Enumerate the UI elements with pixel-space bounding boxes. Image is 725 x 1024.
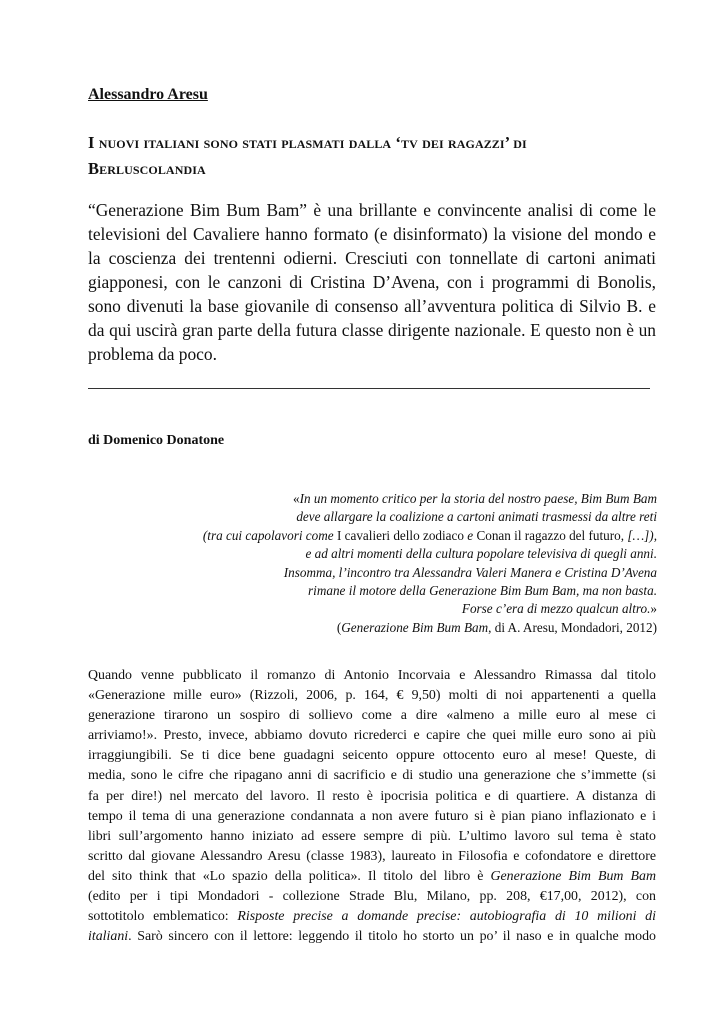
body-line: media, sono le cifre che ripagano anni di sacrificio e di studio una generazione che s’immette (si: [88, 768, 656, 784]
body-line: [88, 867, 656, 887]
epigraph-text: Forse c’era di mezzo qualcun altro.: [461, 601, 651, 617]
epigraph-text: (tra cui capolavori come: [202, 527, 337, 543]
epigraph-line: e ad altri momenti della cultura popolare televisiva di quegli anni.: [305, 546, 657, 562]
body-line: arriviamo!». Presto, invece, abbiamo dovuto ricrederci e capire che quei mille euro sono ai più: [88, 728, 656, 744]
byline: di Domenico Donatone: [88, 433, 225, 448]
epigraph: [97, 490, 657, 637]
open-quote: «: [293, 491, 300, 506]
article-abstract: “Generazione Bim Bum Bam” è una brillante e convincente analisi di come le televisioni del Cavaliere hanno formato (e disinformato) la visione del mondo e la coscienza dei trentenni odierni. Cresciuti con tonnellate di cartoni animati giapponesi, con le canzoni di Cristina D’Avena, con i programmi di Bonolis, sono divenuti la base giovanile di consenso all’avventura politica di Silvio B. e da qui uscirà gran parte della futura classe dirigente nazionale. E questo non è un problema da poco.: [88, 200, 656, 364]
epigraph-work-title: I cavalieri dello zodiaco: [336, 527, 464, 543]
epigraph-work-title: Conan il ragazzo del futuro,: [476, 527, 625, 543]
body-line: generazione tirarono un sospiro di sollievo come a dire «almeno a mille euro al mese ci: [88, 708, 656, 724]
epigraph-text: […]),: [624, 527, 657, 543]
author-name: Alessandro Aresu: [88, 86, 208, 103]
body-line: Quando venne pubblicato il romanzo di Antonio Incorvaia e Alessandro Rimassa dal titolo: [88, 668, 656, 683]
body-line: [88, 907, 656, 927]
epigraph-line: Insomma, l’incontro tra Alessandra Valeri Manera e Cristina D’Avena: [283, 564, 657, 580]
body-line: scritto dal giovane Alessandro Aresu (classe 1983), laureato in Filosofia e cofondatore e direttore: [88, 848, 656, 864]
citation-paren: (: [336, 619, 342, 635]
body-line: (edito per i tipi Mondadori - collezione Strade Blu, Milano, pp. 208, €17,00, 2012), con: [88, 889, 656, 905]
epigraph-line: deve allargare la coalizione a cartoni animati trasmessi da altre reti: [296, 509, 657, 525]
body-line: irraggiungibili. Se ti dice bene guadagni seicento oppure ottocento euro al mese! Queste, di: [88, 748, 656, 764]
body-text: sottotitolo emblematico:: [88, 909, 229, 925]
body-line: libri sull’argomento hanno iniziato ad essere sempre di più. L’ultimo lavoro sul tema è stato: [88, 828, 656, 844]
book-subtitle: Risposte precise a domande precise: autobiografia di 10 milioni di: [237, 909, 656, 925]
epigraph-text: e: [463, 527, 477, 543]
book-subtitle: italiani: [88, 929, 129, 945]
epigraph-text: In un momento critico per la storia del nostro paese, Bim Bum Bam: [299, 491, 657, 506]
body-text: . Sarò sincero con il lettore: leggendo il titolo ho storto un po’ il naso e in qualche modo: [128, 929, 656, 945]
title-line-2: Berluscolandia: [88, 159, 206, 178]
article-body: [88, 666, 656, 947]
body-line: fa per dire!) nel mercato del lavoro. Il resto è ipocrisia politica e di quartiere. A distanza di: [88, 788, 656, 804]
citation-details: , di A. Aresu, Mondadori, 2012): [488, 619, 657, 635]
body-line: tempo il tema di una generazione condannata a non avere futuro si è pian piano inflazionato e i: [88, 808, 656, 824]
title-line-1: I nuovi italiani sono stati plasmati dalla ‘tv dei ragazzi’ di: [88, 133, 527, 152]
book-title: Generazione Bim Bum Bam: [490, 868, 656, 884]
separator-line: [88, 388, 650, 389]
body-line: «Generazione mille euro» (Rizzoli, 2006, p. 164, € 9,50) molti di noi appartenenti a quella: [88, 688, 656, 704]
close-quote: »: [650, 601, 657, 617]
epigraph-line: [97, 600, 657, 618]
body-text: del sito think that «Lo spazio della politica». Il titolo del libro è: [88, 868, 484, 884]
epigraph-line: [97, 527, 657, 545]
body-line: [88, 927, 656, 947]
article-title: [88, 130, 658, 182]
epigraph-citation: [97, 619, 657, 637]
citation-book-title: Generazione Bim Bum Bam: [341, 619, 489, 635]
epigraph-line: rimane il motore della Generazione Bim Bum Bam, ma non basta.: [308, 583, 657, 599]
epigraph-line: [97, 490, 657, 508]
